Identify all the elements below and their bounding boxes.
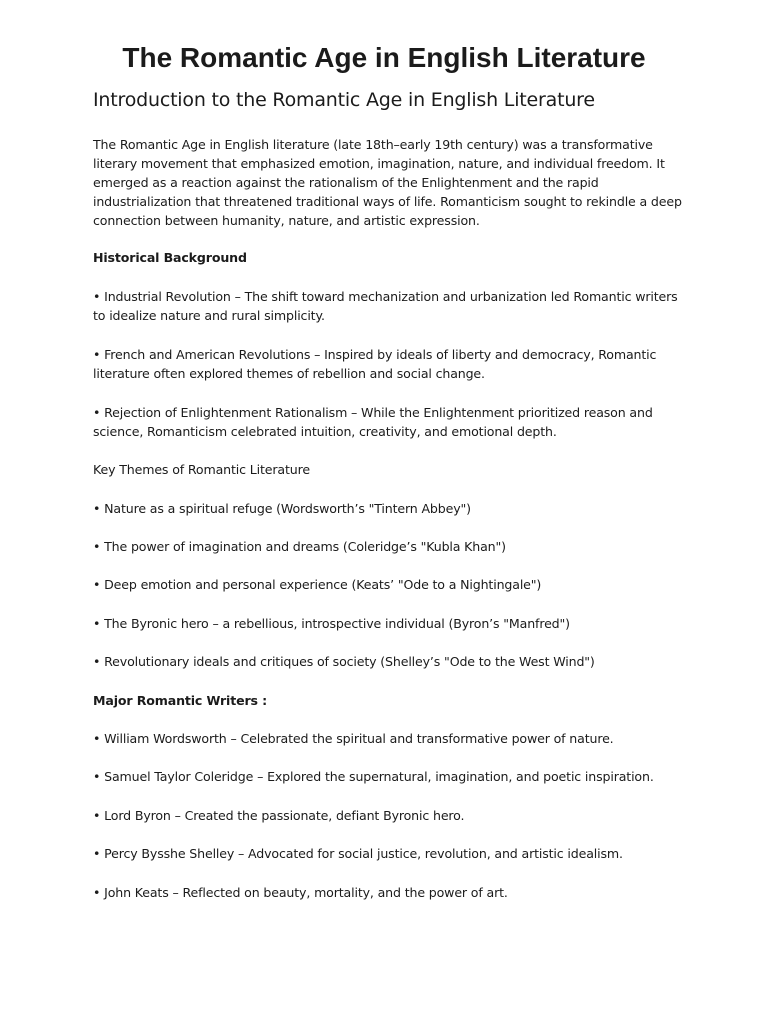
writer-item-shelley: • Percy Bysshe Shelley – Advocated for social justice, revolution, and artistic idealism. <box>93 846 623 861</box>
writer-item-wordsworth: • William Wordsworth – Celebrated the spiritual and transformative power of nature. <box>93 731 614 746</box>
writer-item-byron: • Lord Byron – Created the passionate, defiant Byronic hero. <box>93 808 465 823</box>
theme-item-nature: • Nature as a spiritual refuge (Wordsworth’s "Tintern Abbey") <box>93 501 471 516</box>
theme-item-byronic-hero: • The Byronic hero – a rebellious, introspective individual (Byron’s "Manfred") <box>93 616 570 631</box>
major-writers-heading: Major Romantic Writers : <box>93 693 268 708</box>
document-subtitle: Introduction to the Romantic Age in English Literature <box>93 89 595 111</box>
historical-item-rejection-rationalism: • Rejection of Enlightenment Rationalism – While the Enlightenment prioritized reason and science, Romanticism celebrated intuition, creativity, and emotional depth. <box>93 405 653 439</box>
document-title: The Romantic Age in English Literature <box>122 42 646 73</box>
writer-item-keats: • John Keats – Reflected on beauty, mortality, and the power of art. <box>93 885 508 900</box>
key-themes-heading: Key Themes of Romantic Literature <box>93 462 310 477</box>
theme-item-emotion: • Deep emotion and personal experience (Keats’ "Ode to a Nightingale") <box>93 577 542 592</box>
historical-item-industrial-revolution: • Industrial Revolution – The shift toward mechanization and urbanization led Romantic writers to idealize nature and rural simplicity. <box>93 289 678 323</box>
intro-paragraph: The Romantic Age in English literature (late 18th–early 19th century) was a transformative literary movement that emphasized emotion, imagination, nature, and individual freedom. It emerged as a reaction against the rationalism of the Enlightenment and the rapid industrialization that threatened traditional ways of life. Romanticism sought to rekindle a deep connection between humanity, nature, and artistic expression. <box>93 137 682 228</box>
theme-item-imagination: • The power of imagination and dreams (Coleridge’s "Kubla Khan") <box>93 539 506 554</box>
theme-item-revolutionary-ideals: • Revolutionary ideals and critiques of society (Shelley’s "Ode to the West Wind") <box>93 654 595 669</box>
historical-item-revolutions: • French and American Revolutions – Inspired by ideals of liberty and democracy, Romantic literature often explored themes of rebellion and social change. <box>93 347 657 381</box>
writer-item-coleridge: • Samuel Taylor Coleridge – Explored the supernatural, imagination, and poetic inspiration. <box>93 769 654 784</box>
historical-background-heading: Historical Background <box>93 250 247 265</box>
